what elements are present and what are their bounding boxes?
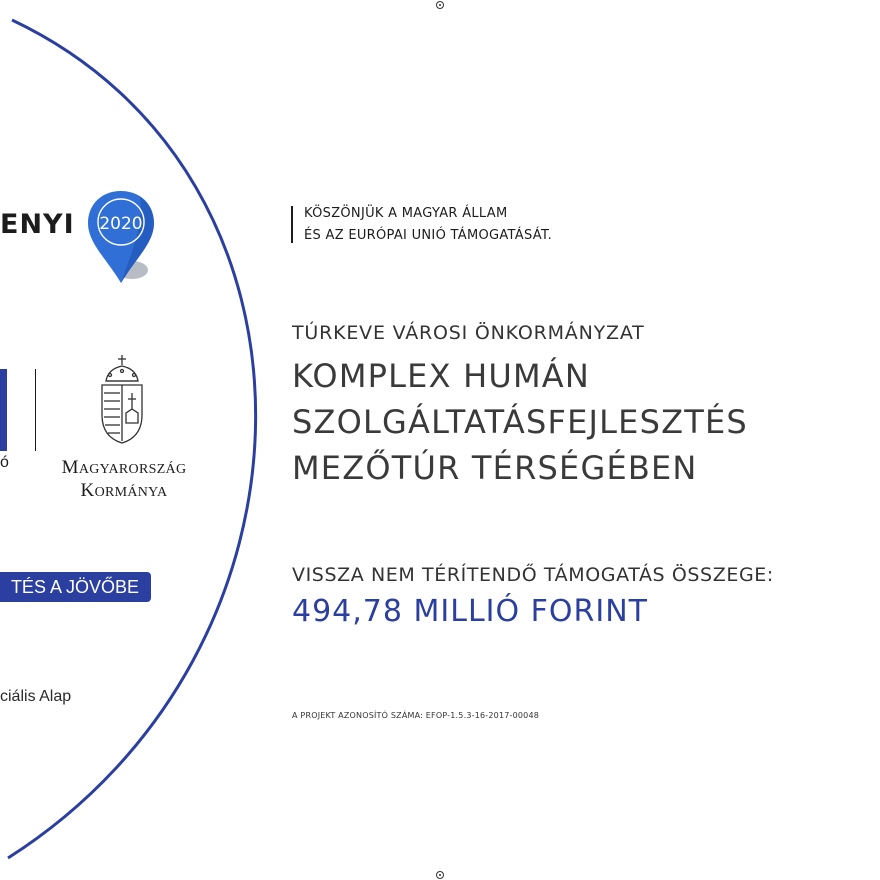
government-name [46,457,202,503]
location-pin-icon [84,188,158,286]
thanks-line-1: KÖSZÖNJÜK A MAGYAR ÁLLAM [304,206,508,221]
fund-name: ciális Alap [0,688,72,705]
partner-logo-letter: ó [0,454,9,471]
government-name-line1: AGYARORSZÁG [78,462,187,477]
amount-label: VISSZA NEM TÉRÍTENDŐ TÁMOGATÁS ÖSSZEGE: [292,564,774,586]
partner-logo-bar [0,369,7,451]
coat-of-arms-icon [98,353,146,447]
beneficiary-name: TÚRKEVE VÁROSI ÖNKORMÁNYZAT [292,322,645,344]
logo-year: 2020 [99,214,143,234]
project-id: A PROJEKT AZONOSÍTÓ SZÁMA: EFOP-1.5.3-16-2017-00048 [292,711,540,720]
government-name-initial-1: M [61,457,79,478]
amount-value: 494,78 MILLIÓ FORINT [292,594,648,629]
government-name-initial-2: K [80,480,95,501]
project-title-line-1: KOMPLEX HUMÁN [292,357,590,395]
thanks-line-2: ÉS AZ EURÓPAI UNIÓ TÁMOGATÁSÁT. [304,228,553,243]
project-title-line-2: SZOLGÁLTATÁSFEJLESZTÉS [292,403,748,441]
slogan-badge: TÉS A JÖVŐBE [0,572,151,602]
logo-divider [35,369,36,451]
thanks-divider [291,206,293,243]
government-name-line2: ORMÁNYA [94,485,168,500]
program-logo-text: ENYI [0,209,75,240]
project-title-line-3: MEZŐTÚR TÉRSÉGÉBEN [292,449,698,487]
